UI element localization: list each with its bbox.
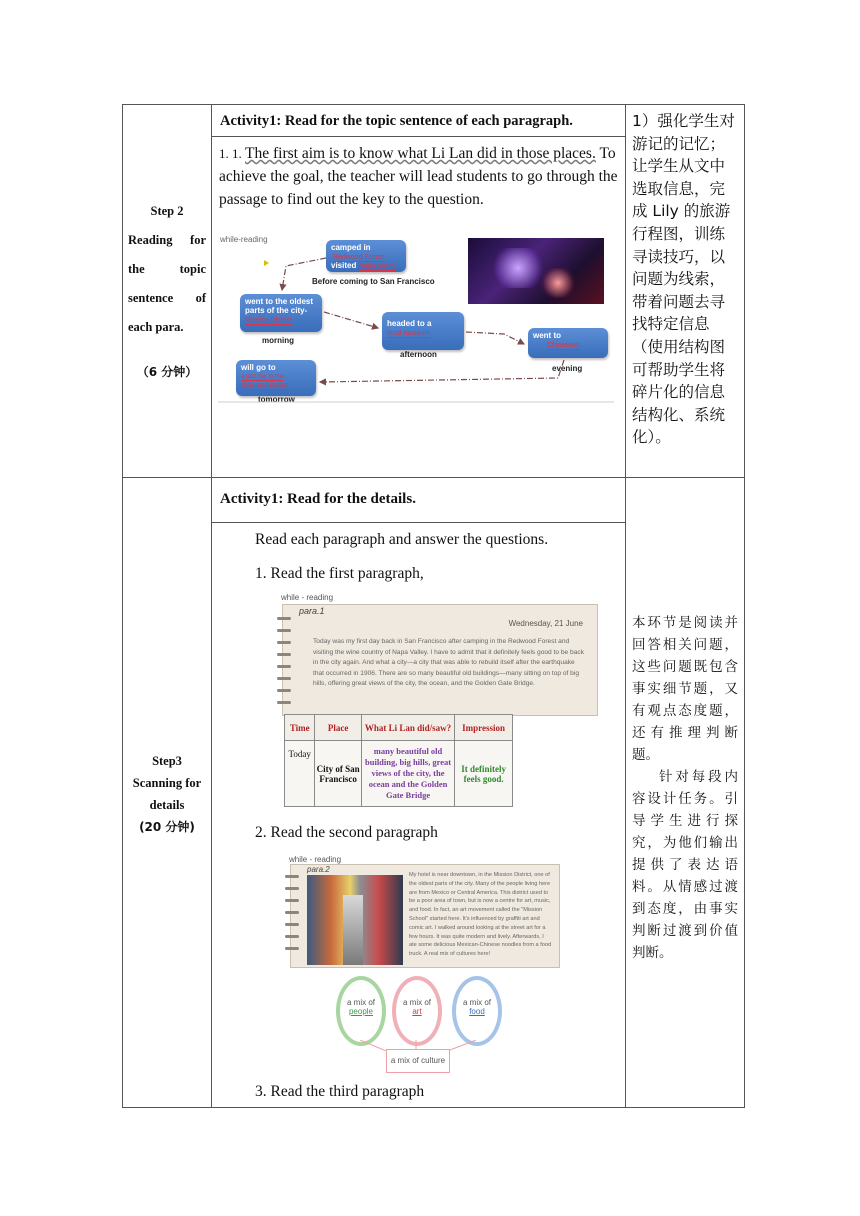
lesson-table [122, 104, 745, 1108]
row2-note-para-1: 本环节是阅读并回答相关问题，这些问题既包含事实细节题，又有观点态度题，还有推理判断题。 [632, 615, 738, 763]
row1-teaching-note: 1）强化学生对游记的记忆；让学生从文中选取信息，完成 Lily 的旅游行程图，训练寻读技巧，以问题为线索，带着问题去寻找特定信息（使用结构图可帮助学生将碎片化的信息结构化、系统化）。 [632, 112, 735, 447]
step2-line-2: the topic [128, 262, 206, 276]
step2-line-1: Reading for [128, 233, 206, 247]
row2-item-3: 3. Read the third paragraph [255, 1083, 425, 1100]
arrow-evening-to-tomorrow [320, 360, 564, 382]
arrow-morning-to-afternoon [324, 312, 378, 328]
para2-number: para.2 [307, 865, 330, 874]
row2-item-1: 1. Read the first paragraph, [255, 565, 424, 582]
step3-time: (20 分钟) [139, 820, 195, 834]
cell-impression: It definitely feels good. [455, 741, 513, 807]
evening-text: went to [533, 331, 561, 340]
morning-text: went to the oldest parts of the city- [245, 297, 313, 315]
step3-cell [124, 750, 210, 838]
diagram-label: while-reading [220, 235, 268, 244]
row-divider [122, 477, 745, 478]
afternoon-answer: local museum [387, 330, 431, 337]
table-bottom-border [122, 1107, 745, 1108]
table-left-border [122, 104, 123, 1108]
itinerary-diagram [218, 232, 618, 404]
step2-line-3: sentence of [128, 291, 206, 305]
activity1-topic-title: Activity1: Read for the topic sentence of each paragraph. [220, 113, 573, 129]
mix-art-answer: art [412, 1007, 422, 1016]
cell-what: many beautiful old building, big hills, great views of the city, the ocean and the Golden Gate Bridge [361, 741, 454, 807]
para1-number: para.1 [299, 606, 325, 616]
col-header-impression: Impression [455, 715, 513, 741]
table-right-border [744, 104, 745, 1108]
col-header-time: Time [285, 715, 315, 741]
mix-food-circle [452, 976, 502, 1046]
camped-answer: Redwood Forest [333, 254, 385, 261]
para-prefix: 1. 1. [219, 146, 245, 161]
visited-answer: Napa Valley [358, 263, 396, 270]
cell-time: Today [285, 741, 315, 807]
activity-title-divider-2 [211, 522, 626, 523]
para2-notebook-image [289, 855, 560, 968]
morning-answer: Mission District [245, 317, 293, 324]
morning-caption: morning [262, 336, 294, 345]
street-art-photo [307, 875, 403, 965]
tomorrow-caption: tomorrow [258, 395, 295, 404]
row2-intro: Read each paragraph and answer the questions. [255, 531, 549, 548]
arrow-before-to-morning [282, 258, 326, 290]
step2-time: （6 分钟） [136, 365, 198, 379]
row2-teaching-note [632, 612, 738, 964]
para1-text: Today was my first day back in San Francisco after camping in the Redwood Forest and visiting the wine country of Napa Valley. I have to admit that it definitely feels good to be back in the city again. And what a city—a city that was able to rebuild itself after the earthquake that occurred in 1906. There are so many beautiful old buildings—many sitting on top of big hills, offering great views of the city, the ocean, and the Golden Gate Bridge. [313, 638, 584, 687]
flow-arrows [218, 232, 618, 404]
details-table [284, 714, 513, 807]
activity-title-divider-1 [211, 136, 626, 137]
activity1-details-title: Activity1: Read for the details. [220, 491, 416, 507]
afternoon-text: headed to a [387, 319, 432, 328]
afternoon-caption: afternoon [400, 350, 437, 359]
tomorrow-answer: a jazz bar in the Richmond District [241, 374, 289, 389]
para-rest: To achieve the goal, the teacher will lead students to go through the passage to find out the key to the question. [219, 145, 618, 208]
step2-title: Step 2 [150, 204, 184, 218]
col-header-place: Place [315, 715, 361, 741]
mix-art-circle [392, 976, 442, 1046]
para1-date: Wednesday, 21 June [508, 619, 583, 628]
evening-answer: Chinatown [547, 342, 581, 349]
mix-food-top: a mix of [462, 998, 491, 1007]
para-underlined: The first aim is to know what Li Lan did in those places. [245, 145, 596, 162]
step3-title: Step3 [152, 754, 182, 768]
col-header-what: What Li Lan did/saw? [361, 715, 454, 741]
step2-cell [128, 204, 206, 380]
row1-paragraph [219, 142, 621, 211]
table-top-border [122, 104, 745, 105]
mix-people-circle [336, 976, 386, 1046]
mix-people-top: a mix of [346, 998, 375, 1007]
col-divider-2 [625, 104, 626, 1108]
mix-art-top: a mix of [402, 998, 431, 1007]
step3-line-2: Scanning for [132, 776, 202, 790]
para1-label: while - reading [281, 593, 334, 602]
mix-food-answer: food [469, 1007, 485, 1016]
row2-item-2: 2. Read the second paragraph [255, 824, 438, 841]
step3-line-3: details [149, 798, 185, 812]
camped-label: camped in [331, 243, 371, 252]
mix-culture-box: a mix of culture [386, 1049, 450, 1073]
evening-caption: evening [552, 364, 583, 373]
row2-note-para-2: 针对每段内容设计任务。引导学生进行探究，为他们输出提供了表达语料。从情感过渡到态度，由事实判断过渡到价值判断。 [632, 769, 738, 961]
para1-notebook-image [281, 593, 598, 716]
visited-label: visited [331, 261, 357, 270]
tomorrow-text: will go to [241, 363, 276, 372]
mix-people-answer: people [348, 1007, 374, 1016]
para2-text: My hotel is near downtown, in the Mission District, one of the oldest parts of the city. Many of the people living here are from Mexico or Central America. This district used to be a poor area of town, but is now a centre for art, music, and food. In fact, an art movement called the "Mission School" started here. It's influenced by graffiti art and comic art. I walked around looking at the street art for a few hours. It was quite modern and lively. Afterwards, I ate some delicious Mexican-Chinese noodles from a food truck. A real mix of cultures here! [409, 872, 552, 958]
cell-place: City of San Francisco [315, 741, 361, 807]
before-caption: Before coming to San Francisco [312, 277, 435, 286]
arrow-afternoon-to-evening [466, 332, 524, 344]
step2-line-4: each para. [128, 320, 184, 334]
para2-label: while - reading [289, 855, 342, 864]
col-divider-1 [211, 104, 212, 1108]
